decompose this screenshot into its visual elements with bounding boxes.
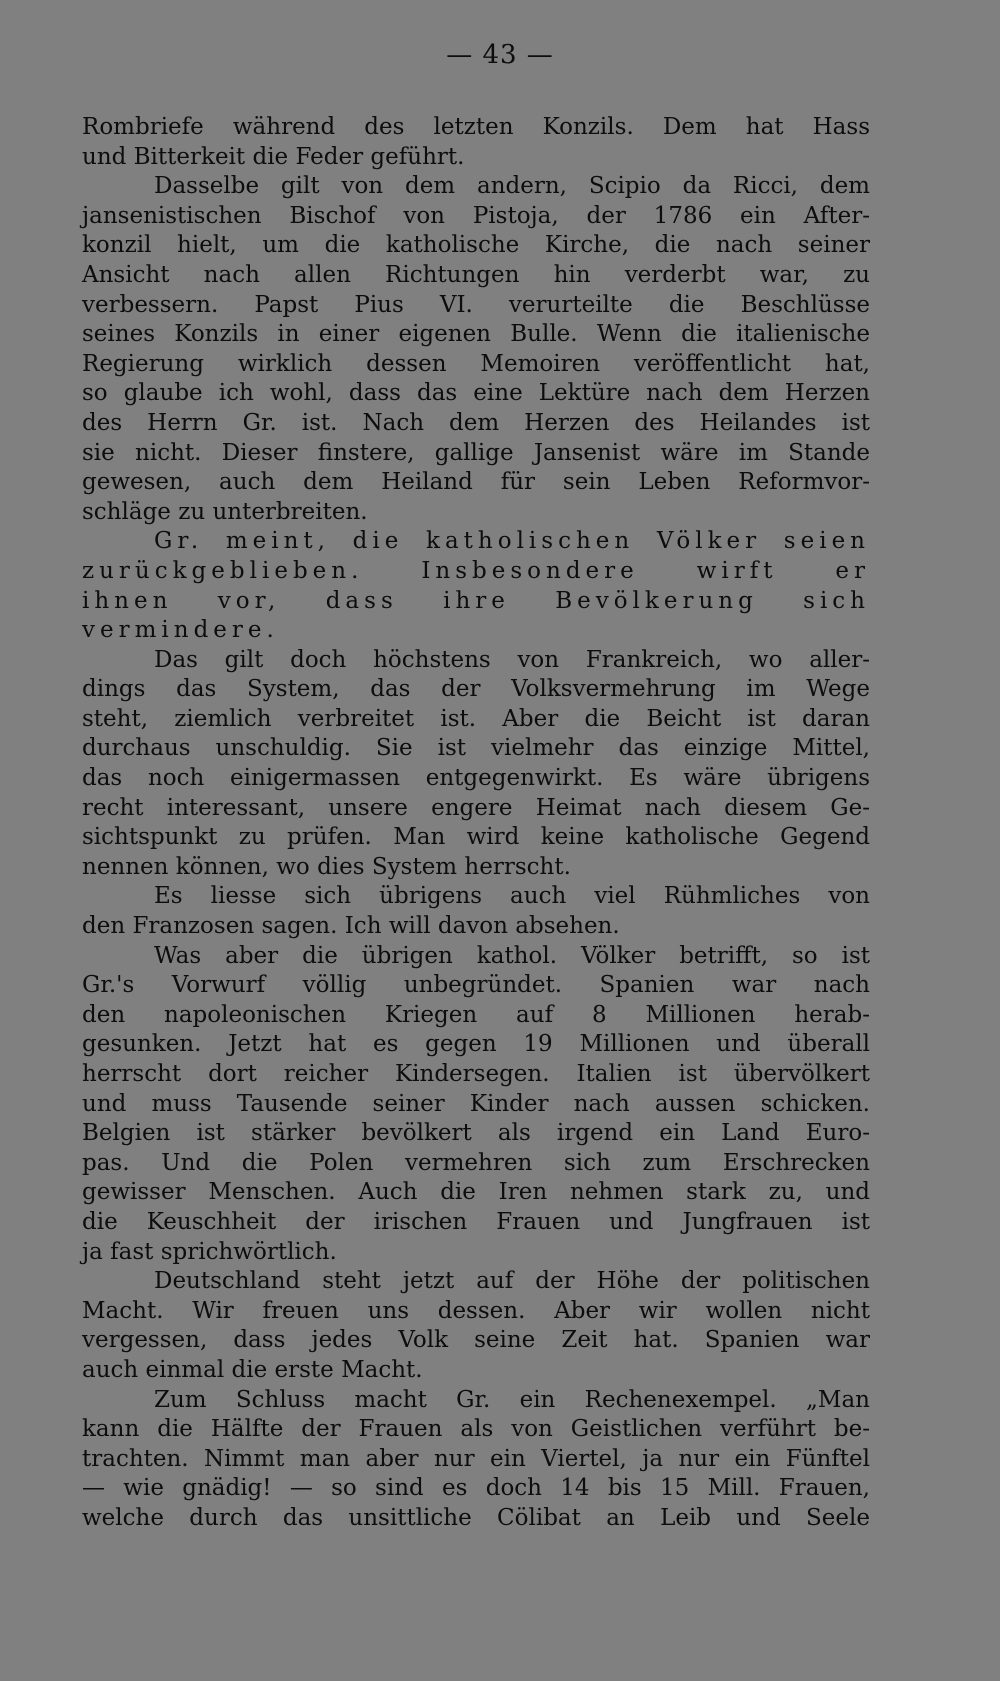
- text-line: gewisser Menschen. Auch die Iren nehmen stark zu, und: [82, 1179, 870, 1206]
- text-line: Das gilt doch höchstens von Frankreich, wo aller-: [154, 646, 870, 673]
- text-line: konzil hielt, um die katholische Kirche, die nach seiner: [82, 232, 870, 259]
- text-line-emphasis: zurückgeblieben. Insbesondere wirft er: [82, 557, 870, 584]
- text-line: Ansicht nach allen Richtungen hin verderbt war, zu: [82, 261, 870, 288]
- text-line: des Herrn Gr. ist. Nach dem Herzen des Heilandes ist: [82, 409, 870, 436]
- text-line: durchaus unschuldig. Sie ist vielmehr das einzige Mittel,: [82, 735, 870, 762]
- text-line: kann die Hälfte der Frauen als von Geistlichen verführt be-: [82, 1416, 870, 1443]
- text-line-emphasis: vermindere.: [82, 617, 279, 644]
- text-line: gewesen, auch dem Heiland für sein Leben Reformvor-: [82, 469, 870, 496]
- text-line: Gr.'s Vorwurf völlig unbegründet. Spanien war nach: [82, 972, 870, 999]
- text-line: den napoleonischen Kriegen auf 8 Millionen herab-: [82, 1001, 870, 1028]
- text-line: verbessern. Papst Pius VI. verurteilte die Beschlüsse: [82, 291, 870, 318]
- text-line: welche durch das unsittliche Cölibat an Leib und Seele: [82, 1504, 870, 1531]
- text-line: jansenistischen Bischof von Pistoja, der 1786 ein After-: [82, 202, 870, 229]
- text-line: pas. Und die Polen vermehren sich zum Erschrecken: [82, 1149, 870, 1176]
- text-line: Deutschland steht jetzt auf der Höhe der politischen: [154, 1268, 870, 1295]
- text-line: das noch einigermassen entgegenwirkt. Es wäre übrigens: [82, 765, 870, 792]
- text-line: sie nicht. Dieser finstere, gallige Jansenist wäre im Stande: [82, 439, 870, 466]
- page-number: — 43 —: [446, 40, 554, 70]
- text-line: herrscht dort reicher Kindersegen. Italien ist übervölkert: [82, 1061, 870, 1087]
- text-line: die Keuschheit der irischen Frauen und Jungfrauen ist: [82, 1208, 870, 1235]
- text-line: recht interessant, unsere engere Heimat nach diesem Ge-: [82, 794, 870, 821]
- text-line: — wie gnädig! — so sind es doch 14 bis 15 Mill. Frauen,: [82, 1475, 870, 1502]
- text-line: Macht. Wir freuen uns dessen. Aber wir wollen nicht: [82, 1297, 870, 1324]
- text-line: so glaube ich wohl, dass das eine Lektüre nach dem Herzen: [82, 380, 870, 407]
- text-line: Belgien ist stärker bevölkert als irgend ein Land Euro-: [82, 1120, 870, 1147]
- text-line: und Bitterkeit die Feder geführt.: [82, 143, 465, 170]
- text-line: sichtspunkt zu prüfen. Man wird keine katholische Gegend: [82, 824, 870, 851]
- body-text: [82, 113, 870, 1534]
- text-line: den Franzosen sagen. Ich will davon absehen.: [82, 913, 620, 940]
- text-line: vergessen, dass jedes Volk seine Zeit hat. Spanien war: [82, 1327, 870, 1354]
- text-line-emphasis: ihnen vor, dass ihre Bevölkerung sich: [82, 587, 870, 614]
- text-line: seines Konzils in einer eigenen Bulle. Wenn die italienische: [82, 321, 870, 348]
- text-line: schläge zu unterbreiten.: [82, 498, 368, 525]
- text-line-emphasis: Gr. meint, die katholischen Völker seien: [154, 528, 870, 555]
- text-line: ja fast sprichwörtlich.: [82, 1238, 337, 1265]
- text-line: Regierung wirklich dessen Memoiren veröffentlicht hat,: [82, 350, 870, 377]
- text-line: Es liesse sich übrigens auch viel Rühmliches von: [154, 883, 870, 910]
- text-line: Dasselbe gilt von dem andern, Scipio da Ricci, dem: [154, 173, 870, 200]
- text-line: Was aber die übrigen kathol. Völker betrifft, so ist: [154, 942, 870, 969]
- text-line: Rombriefe während des letzten Konzils. Dem hat Hass: [82, 114, 870, 140]
- text-line: trachten. Nimmt man aber nur ein Viertel, ja nur ein Fünftel: [82, 1445, 870, 1472]
- text-line: Zum Schluss macht Gr. ein Rechenexempel. „Man: [154, 1386, 870, 1413]
- text-line: gesunken. Jetzt hat es gegen 19 Millionen und überall: [82, 1031, 870, 1058]
- text-line: und muss Tausende seiner Kinder nach aussen schicken.: [82, 1090, 870, 1117]
- text-line: nennen können, wo dies System herrscht.: [82, 853, 571, 880]
- text-line: dings das System, das der Volksvermehrung im Wege: [82, 676, 870, 703]
- text-line: steht, ziemlich verbreitet ist. Aber die Beicht ist daran: [82, 705, 870, 732]
- text-line: auch einmal die erste Macht.: [82, 1356, 423, 1383]
